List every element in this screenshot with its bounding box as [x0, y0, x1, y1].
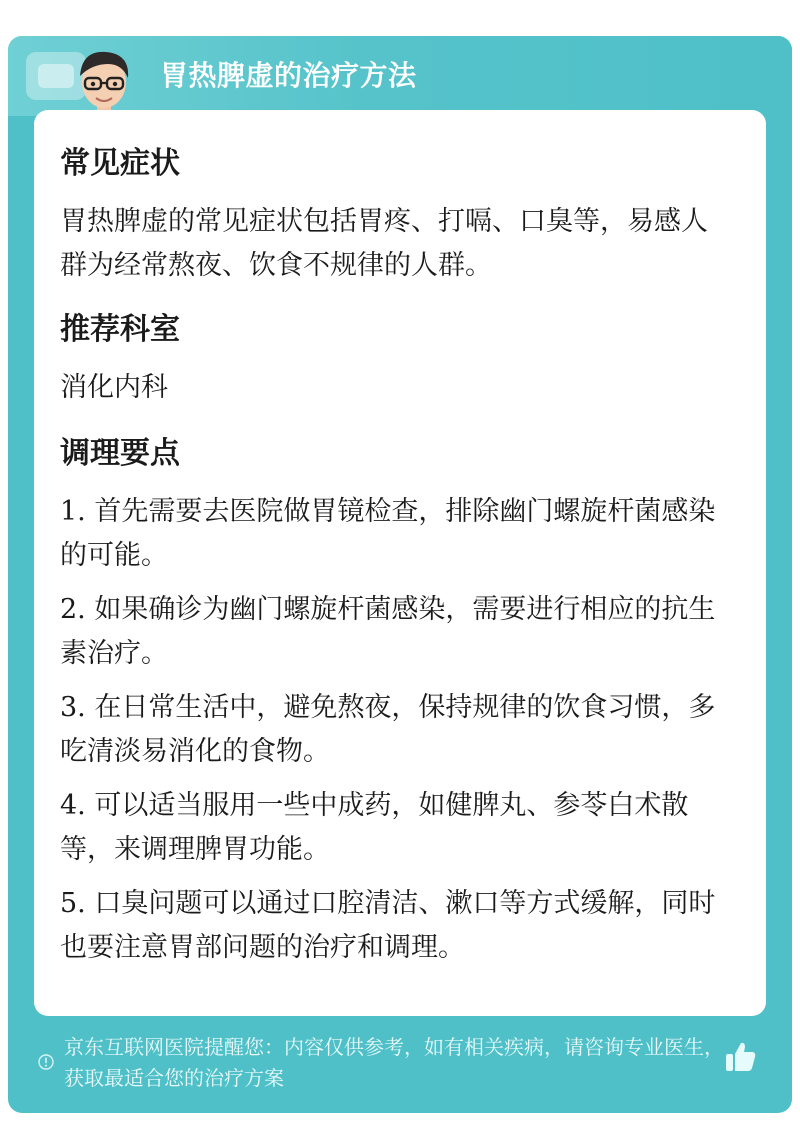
care-item-text: 如果确诊为幽门螺旋杆菌感染，需要进行相应的抗生素治疗。 [60, 594, 716, 669]
care-item [60, 588, 730, 676]
thumbs-up-icon[interactable] [724, 1040, 758, 1074]
care-item [60, 686, 730, 774]
care-item [60, 784, 730, 872]
disclaimer-text: 京东互联网医院提醒您：内容仅供参考，如有相关疾病，请咨询专业医生，获取最适合您的治疗方案 [64, 1035, 724, 1090]
care-heading: 调理要点 [60, 436, 180, 471]
care-item [60, 490, 730, 578]
care-item-number: 3. [60, 692, 86, 723]
care-item-text: 首先需要去医院做胃镜检查，排除幽门螺旋杆菌感染的可能。 [60, 496, 716, 571]
content-card [34, 110, 766, 1016]
care-item-number: 2. [60, 594, 86, 625]
symptoms-text: 胃热脾虚的常见症状包括胃疼、打嗝、口臭等，易感人群为经常熬夜、饮食不规律的人群。 [60, 206, 708, 281]
article-frame [8, 36, 792, 1113]
symptoms-heading: 常见症状 [60, 146, 180, 181]
care-item [60, 882, 730, 970]
care-item-text: 在日常生活中，避免熬夜，保持规律的饮食习惯，多吃清淡易消化的食物。 [60, 692, 716, 767]
care-item-number: 4. [60, 790, 86, 821]
page-title: 胃热脾虚的治疗方法 [160, 59, 417, 92]
care-item-number: 1. [60, 496, 86, 527]
department-heading: 推荐科室 [60, 312, 180, 347]
care-item-number: 5. [60, 888, 86, 919]
info-icon [38, 1054, 54, 1070]
care-item-text: 可以适当服用一些中成药，如健脾丸、参苓白术散等，来调理脾胃功能。 [60, 790, 689, 865]
department-text: 消化内科 [60, 372, 168, 403]
care-item-text: 口臭问题可以通过口腔清洁、漱口等方式缓解，同时也要注意胃部问题的治疗和调理。 [60, 888, 716, 963]
